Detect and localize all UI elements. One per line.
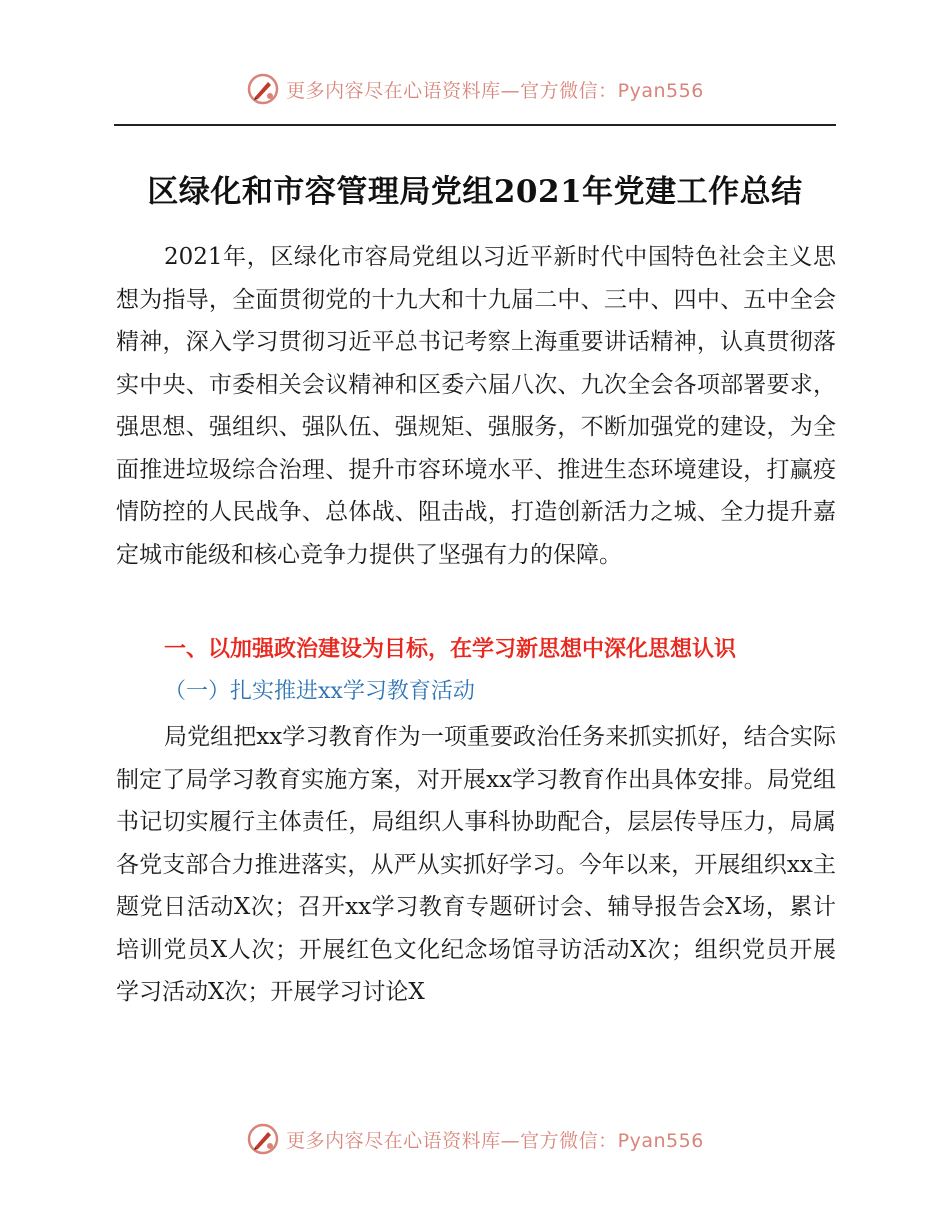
section1-sub1-paragraph: 局党组把xx学习教育作为一项重要政治任务来抓实抓好，结合实际制定了局学习教育实施方案，对开展xx学习教育作出具体安排。局党组书记切实履行主体责任，局组织人事科协助配合，层层传导压力，局属各党支部合力推进落实，从严从实抓好学习。今年以来，开展组织xx主题党日活动X次；召开xx学习教育专题研讨会、辅导报告会X场，累计培训党员X人次；开展红色文化纪念场馆寻访活动X次；组织党员开展学习活动X次；开展学习讨论X: [116, 724, 836, 1005]
intro-paragraph: 2021年，区绿化市容局党组以习近平新时代中国特色社会主义思想为指导，全面贯彻党的十九大和十九届二中、三中、四中、五中全会精神，深入学习贯彻习近平总书记考察上海重要讲话精神，认真贯彻落实中央、市委相关会议精神和区委六届八次、九次全会各项部署要求，强思想、强组织、强队伍、强规矩、强服务，不断加强党的建设，为全面推进垃圾综合治理、提升市容环境水平、推进生态环境建设，打赢疫情防控的人民战争、总体战、阻击战，打造创新活力之城、全力提升嘉定城市能级和核心竞争力提供了坚强有力的保障。: [116, 244, 836, 568]
section1-heading: 一、以加强政治建设为目标，在学习新思想中深化思想认识: [164, 637, 737, 662]
footer-watermark: [0, 1122, 950, 1156]
pen-logo-icon: [246, 1122, 280, 1156]
header-divider: [114, 124, 836, 126]
watermark-text: 更多内容尽在心语资料库—官方微信：Pyan556: [286, 79, 704, 102]
header-watermark: [0, 72, 950, 106]
document-title: 区绿化和市容管理局党组2021年党建工作总结: [147, 174, 803, 210]
watermark-text: 更多内容尽在心语资料库—官方微信：Pyan556: [286, 1129, 704, 1152]
section1-sub1-heading: （一）扎实推进xx学习教育活动: [164, 679, 475, 704]
pen-logo-icon: [246, 72, 280, 106]
